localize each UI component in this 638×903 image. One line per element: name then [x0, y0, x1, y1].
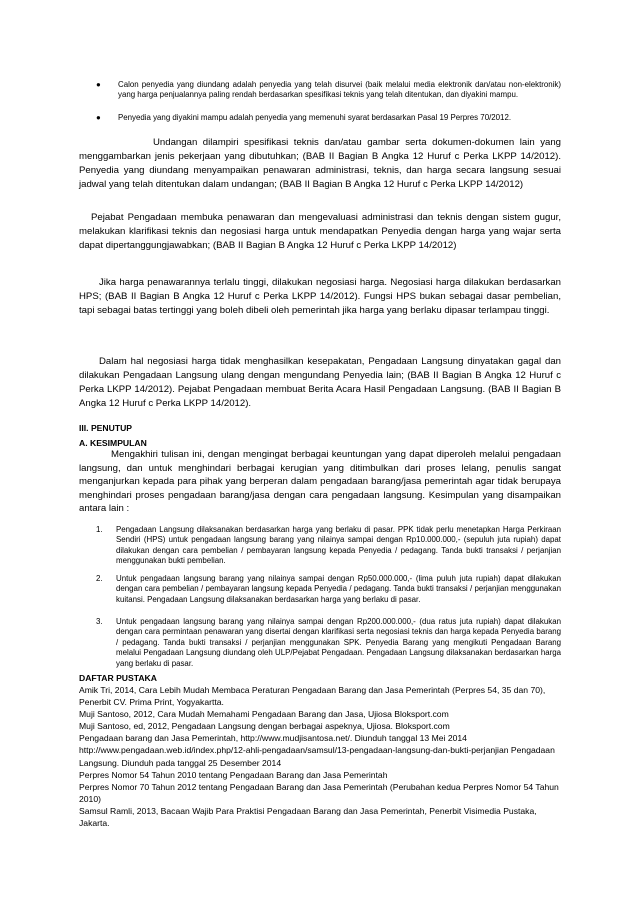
references-title: DAFTAR PUSTAKA: [79, 673, 157, 683]
reference-item: Samsul Ramli, 2013, Bacaan Wajib Para Praktisi Pengadaan Barang dan Jasa Pemerintah, Penerbit Visimedia Pustaka, Jakarta.: [79, 805, 537, 829]
section-title: III. PENUTUP: [79, 423, 133, 433]
reference-item: http://www.pengadaan.web.id/index.php/12-ahli-pengadaan/samsul/13-pengadaan-langsung-dan-bukti-perjanjian Pengadaan Langsung. Diunduh pada tanggal 25 Desember 2014: [79, 745, 555, 768]
reference-item: Perpres Nomor 70 Tahun 2012 tentang Pengadaan Barang dan Jasa Pemerintah (Perubahan kedua Perpres Nomor 54 Tahun 2010): [79, 781, 559, 804]
bullet-item: ● Penyedia yang diyakini mampu adalah penyedia yang memenuhi syarat berdasarkan Pasal 19 Perpres 70/2012.: [96, 113, 512, 122]
reference-item: Pengadaan barang dan Jasa Pemerintah, http://www.mudjisantosa.net/. Diunduh tanggal 13 Mei 2014: [79, 733, 467, 744]
conclusion-intro: Mengakhiri tulisan ini, dengan mengingat berbagai keuntungan yang dapat diperoleh melalui pengadaan langsung, dan untuk menghindari berbagai kerugian yang ditimbulkan dari proses lelang, penulis sangat menganjurkan kepada para pihak yang berperan dalam pengadaan barang/jasa pemerintah agar tidak berupaya menghindari proses pengadaan barang/jasa dengan cara pengadaan langsung. Kesimpulan yang disampaikan antara lain :: [79, 449, 561, 515]
paragraph: Dalam hal negosiasi harga tidak menghasilkan kesepakatan, Pengadaan Langsung dinyatakan gagal dan dilakukan Pengadaan Langsung ulang dengan mengundang Penyedia lain; (BAB II Bagian B Angka 12 Huruf c Perka LKPP 14/2012). Pejabat Pengadaan membuat Berita Acara Hasil Pengadaan Langsung. (BAB II Bagian B Angka 12 Huruf c Perka LKPP 14/2012).: [79, 356, 561, 409]
reference-item: Perpres Nomor 54 Tahun 2010 tentang Pengadaan Barang dan Jasa Pemerintah: [79, 769, 388, 780]
conclusion-item: 1. Pengadaan Langsung dilaksanakan berdasarkan harga yang berlaku di pasar. PPK tidak perlu menetapkan Harga Perkiraan Sendiri (HPS) untuk pengadaan langsung barang yang nilainya sampai dengan Rp10.000.000,- (sepuluh juta rupiah) dapat dilakukan dengan cara pembelian / pembayaran langsung kepada Penyedia / pedagang. Tanda bukti transaksi / perjanjian menggunakan bukti pembelian.: [96, 525, 561, 566]
paragraph: Jika harga penawarannya terlalu tinggi, dilakukan negosiasi harga. Negosiasi harga dilakukan berdasarkan HPS; (BAB II Bagian B Angka 12 Huruf c Perka LKPP 14/2012). Fungsi HPS bukan sebagai dasar pembelian, tapi sebagai batas tertinggi yang boleh dibeli oleh pemerintah jika harga yang berlaku dipasar terlampau tinggi.: [79, 277, 561, 316]
conclusion-item: 2. Untuk pengadaan langsung barang yang nilainya sampai dengan Rp50.000.000,- (lima puluh juta rupiah) dapat dilakukan dengan cara pembelian / pembayaran langsung kepada Penyedia / pedagang. Tanda bukti transaksi / perjanjian menggunakan kuitansi. Pengadaan Langsung dilaksanakan berdasarkan harga yang berlaku di pasar.: [96, 574, 561, 604]
bullet-icon: ●: [96, 113, 101, 122]
paragraph: Undangan dilampiri spesifikasi teknis dan/atau gambar serta dokumen-dokumen lain yang menggambarkan jenis pekerjaan yang dibutuhkan; (BAB II Bagian B Angka 12 Huruf c Perka LKPP 14/2012). Penyedia yang diundang menyampaikan penawaran administrasi, teknis, dan harga secara langsung sesuai jadwal yang telah ditentukan dalam undangan; (BAB II Bagian B Angka 12 Huruf c Perka LKPP 14/2012): [79, 137, 561, 190]
reference-item: Muji Santoso, 2012, Cara Mudah Memahami Pengadaan Barang dan Jasa, Ujiosa Bloksport.com: [79, 709, 449, 720]
paragraph: Pejabat Pengadaan membuka penawaran dan mengevaluasi administrasi dan teknis dengan sistem gugur, melakukan klarifikasi teknis dan negosiasi harga untuk mendapatkan Penyedia dengan harga yang wajar serta dapat dipertanggungjawabkan; (BAB II Bagian B Angka 12 Huruf c Perka LKPP 14/2012): [79, 212, 561, 251]
references-list: [79, 684, 569, 829]
reference-item: Muji Santoso, ed, 2012, Pengadaan Langsung dengan berbagai aspeknya, Ujiosa. Bloksport.com: [79, 721, 450, 732]
bullet-icon: ●: [96, 80, 101, 89]
subsection-title: A. KESIMPULAN: [79, 438, 147, 448]
conclusion-item: 3. Untuk pengadaan langsung barang yang nilainya sampai dengan Rp200.000.000,- (dua ratus juta rupiah) dapat dilakukan dengan cara permintaan penawaran yang disertai dengan klarifikasi serta negosiasi teknis dan harga kepada Penyedia barang / pedagang. Tanda bukti transaksi / perjanjian menggunakan SPK. Penyedia Barang yang mengikuti Pengadaan Barang melalui Pengadaan Langsung diundang oleh ULP/Pejabat Pengadaan. Pengadaan Langsung dilaksanakan berdasarkan harga yang berlaku di pasar.: [96, 617, 561, 668]
bullet-item: ● Calon penyedia yang diundang adalah penyedia yang telah disurvei (baik melalui media elektronik dan/atau non-elektronik) yang harga penjualannya paling rendah berdasarkan spesifikasi teknis yang telah ditentukan, dan diyakini mampu.: [96, 80, 561, 100]
reference-item: Amik Tri, 2014, Cara Lebih Mudah Membaca Peraturan Pengadaan Barang dan Jasa Pemerintah (Perpres 54, 35 dan 70), Penerbit CV. Prima Print, Yogyakartta.: [79, 685, 546, 708]
